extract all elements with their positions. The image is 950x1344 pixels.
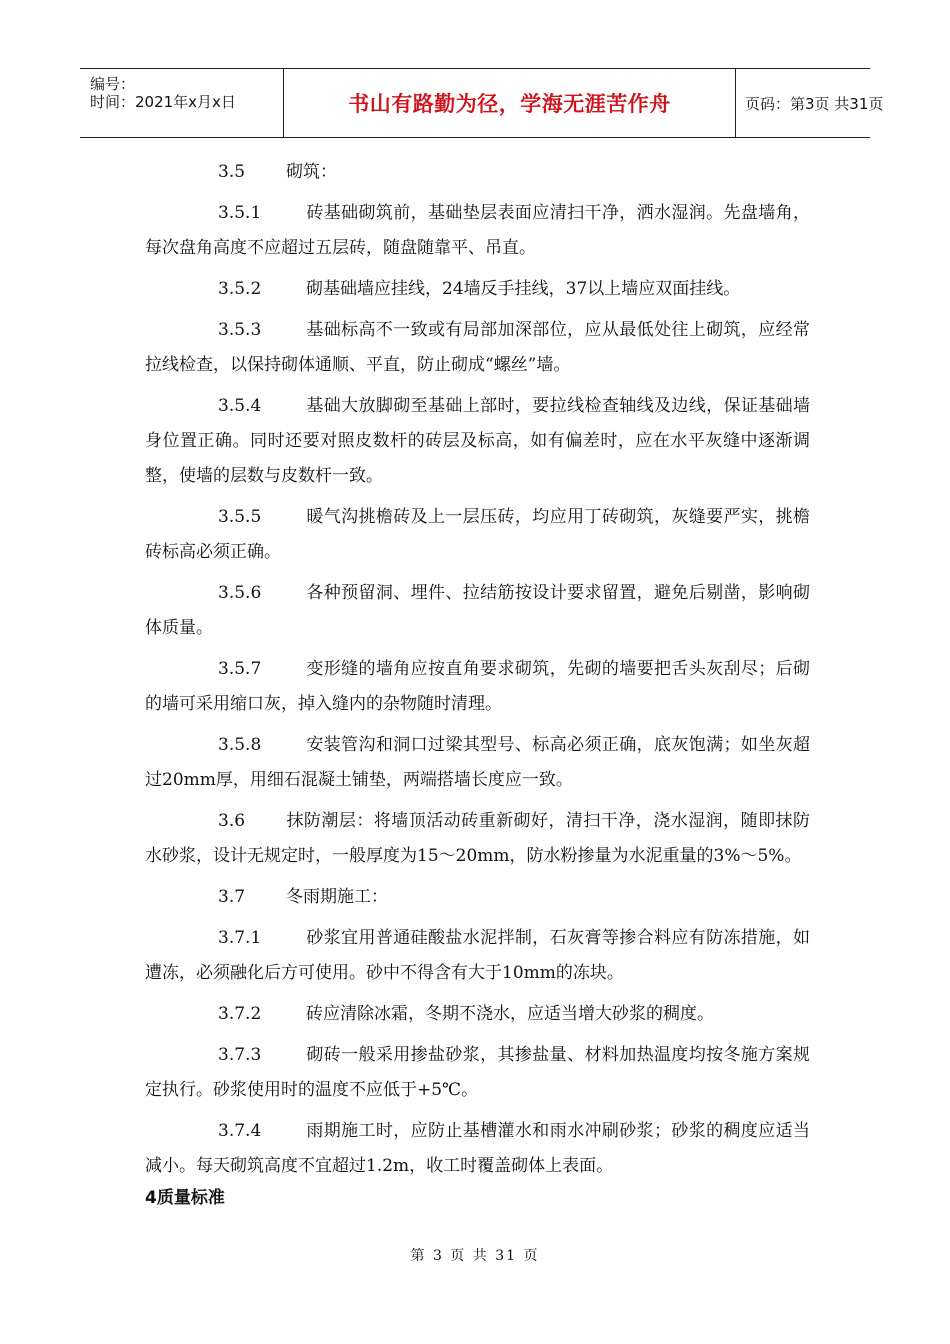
clause-text: 砌基础墙应挂线，24墙反手挂线，37以上墙应双面挂线。: [306, 279, 741, 299]
clause-number: 3.5: [218, 162, 246, 182]
paragraph: [145, 389, 810, 494]
clause-text: 砌筑：: [286, 162, 337, 182]
section-heading: 4质量标准: [145, 1188, 225, 1208]
paragraph: [145, 576, 810, 646]
paragraph: [145, 804, 810, 874]
paragraph: [145, 652, 810, 722]
paragraph: [145, 1114, 810, 1184]
clause-text: 冬雨期施工：: [286, 887, 388, 907]
paragraph: [145, 272, 810, 307]
document-header: [80, 68, 884, 138]
clause-text: 砖基础砌筑前，基础垫层表面应清扫干净，洒水湿润。先盘墙角，每次盘角高度不应超过五层砖，随盘随靠平、吊直。: [145, 203, 810, 258]
clause-text: 暖气沟挑檐砖及上一层压砖，均应用丁砖砌筑，灰缝要严实，挑檐砖标高必须正确。: [145, 507, 810, 562]
clause-text: 砖应清除冰霜，冬期不浇水，应适当增大砂浆的稠度。: [306, 1004, 714, 1024]
paragraph: [145, 500, 810, 570]
clause-number: 3.7.2: [218, 1004, 262, 1024]
clause-text: 各种预留洞、埋件、拉结筋按设计要求留置，避免后剔凿，影响砌体质量。: [145, 583, 810, 638]
paragraph: [145, 155, 810, 190]
clause-number: 3.7.3: [218, 1045, 262, 1065]
header-meta: [80, 69, 283, 137]
page-footer: 第 3 页 共 31 页: [410, 1248, 540, 1264]
clause-text: 砌砖一般采用掺盐砂浆，其掺盐量、材料加热温度均按冬施方案规定执行。砂浆使用时的温度不应低于+5℃。: [145, 1045, 810, 1100]
clause-number: 3.5.2: [218, 279, 262, 299]
paragraph: [145, 728, 810, 798]
clause-text: 变形缝的墙角应按直角要求砌筑，先砌的墙要把舌头灰刮尽；后砌的墙可采用缩口灰，掉入缝内的杂物随时清理。: [145, 659, 810, 714]
paragraph: [145, 997, 810, 1032]
clause-text: 抹防潮层：将墙顶活动砖重新砌好，清扫干净，浇水湿润，随即抹防水砂浆，设计无规定时，一般厚度为15～20mm，防水粉掺量为水泥重量的3%～5%。: [145, 811, 810, 866]
paragraph: [145, 921, 810, 991]
clause-text: 雨期施工时，应防止基槽灌水和雨水冲刷砂浆；砂浆的稠度应适当减小。每天砌筑高度不宜超过1.2m，收工时覆盖砌体上表面。: [145, 1121, 810, 1176]
clause-number: 3.5.5: [218, 507, 262, 527]
clause-number: 3.5.7: [218, 659, 262, 679]
paragraph: [145, 880, 810, 915]
paragraph: [145, 313, 810, 383]
time-label: 时间：2021年x月x日: [90, 93, 236, 111]
clause-text: 基础大放脚砌至基础上部时，要拉线检查轴线及边线，保证基础墙身位置正确。同时还要对照皮数杆的砖层及标高，如有偏差时，应在水平灰缝中逐渐调整，使墙的层数与皮数杆一致。: [145, 396, 810, 486]
clause-number: 3.6: [218, 811, 246, 831]
clause-number: 3.5.8: [218, 735, 262, 755]
clause-text: 安装管沟和洞口过梁其型号、标高必须正确，底灰饱满；如坐灰超过20mm厚，用细石混凝土铺垫，两端搭墙长度应一致。: [145, 735, 810, 790]
clause-number: 3.5.6: [218, 583, 262, 603]
paragraph: [145, 196, 810, 266]
clause-text: 砂浆宜用普通硅酸盐水泥拌制，石灰膏等掺合料应有防冻措施，如遭冻，必须融化后方可使用。砂中不得含有大于10mm的冻块。: [145, 928, 810, 983]
header-motto: 书山有路勤为径，学海无涯苦作舟: [283, 69, 736, 137]
clause-number: 3.5.3: [218, 320, 262, 340]
clause-number: 3.7.4: [218, 1121, 262, 1141]
clause-number: 3.7: [218, 887, 246, 907]
header-page-info: 页码：第3页 共31页: [745, 94, 884, 113]
clause-number: 3.5.1: [218, 203, 262, 223]
paragraph: [145, 1038, 810, 1108]
clause-number: 3.5.4: [218, 396, 262, 416]
clause-text: 基础标高不一致或有局部加深部位，应从最低处往上砌筑，应经常拉线检查，以保持砌体通顺、平直，防止砌成“螺丝”墙。: [145, 320, 810, 375]
code-label: 编号：: [90, 75, 136, 93]
document-body: [145, 155, 810, 1190]
clause-number: 3.7.1: [218, 928, 262, 948]
